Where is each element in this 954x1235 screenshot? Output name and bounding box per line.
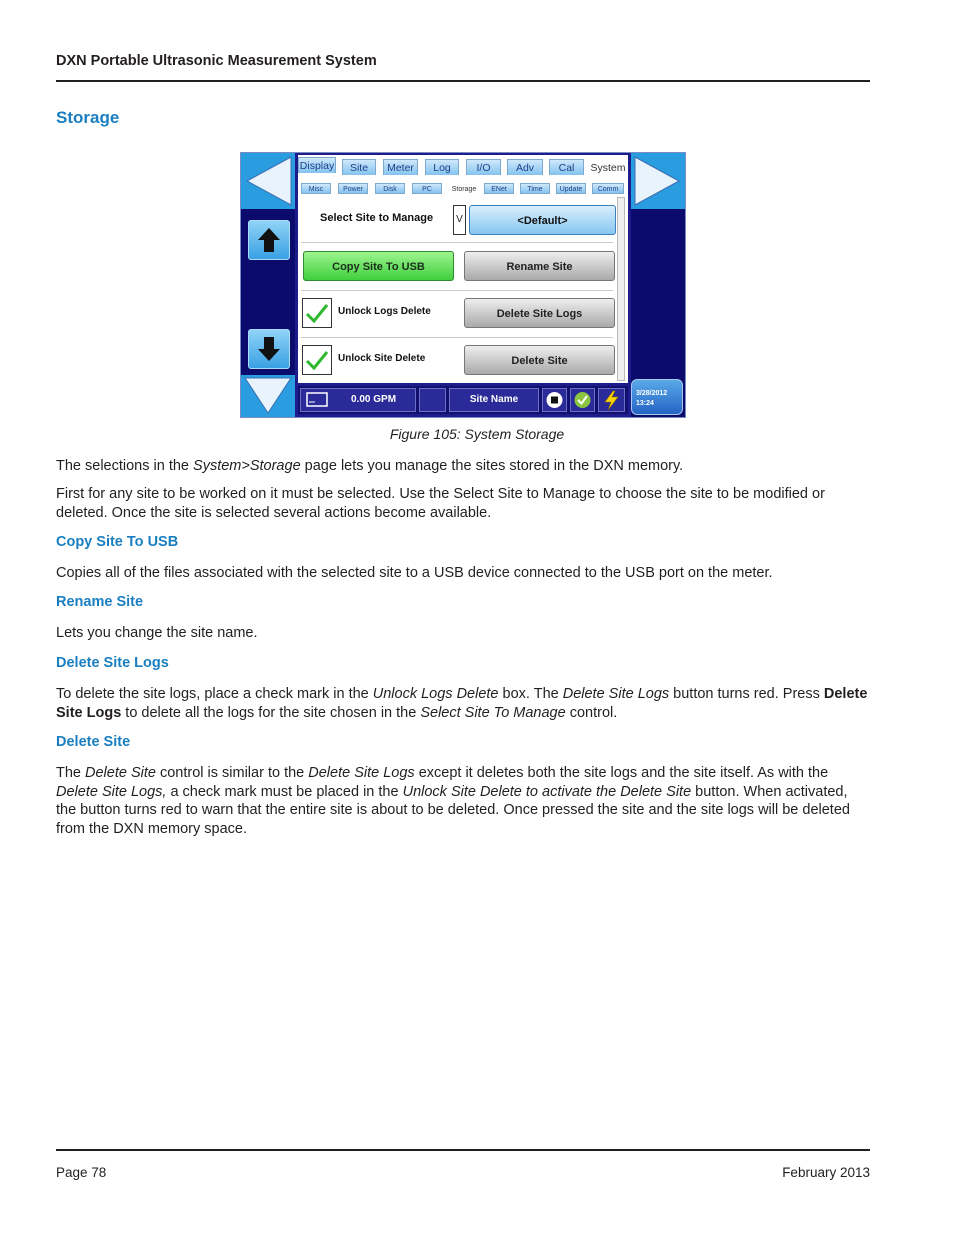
down-scroll-button[interactable] [241, 375, 295, 417]
subtab-comm[interactable]: Comm [592, 183, 624, 194]
system-storage-screen [240, 152, 686, 418]
header-rule [56, 80, 870, 82]
subtab-storage[interactable]: Storage [448, 183, 480, 194]
subtab-update[interactable]: Update [556, 183, 586, 194]
left-sidebar [241, 153, 295, 417]
subtab-time[interactable]: Time [520, 183, 550, 194]
up-arrow-button[interactable] [248, 220, 290, 260]
left-arrow-button[interactable] [241, 153, 295, 209]
subtab-power[interactable]: Power [338, 183, 368, 194]
rename-site-paragraph: Lets you change the site name. [56, 625, 258, 641]
intro-paragraph-2: First for any site to be worked on it must be selected. Use the Select Site to Manage to choose the site to be modified or deleted. Once the site is selected several actions become available. [56, 486, 825, 521]
tab-display[interactable]: Display [298, 157, 336, 173]
flow-value: 0.00 GPM [351, 394, 397, 405]
text-span: box. The [498, 686, 563, 702]
intro-paragraph-1 [56, 457, 870, 476]
text-span: button. When activated, the button turns red to warn that the entire site is about to be deleted. Once pressed the site and the site logs will be deleted from the DXN memory space. [56, 783, 850, 837]
text-span: except it deletes both the site logs and the site itself. As with the [414, 765, 829, 781]
text-span: to delete all the logs for the site chosen in the [121, 704, 421, 721]
right-sidebar [631, 153, 685, 417]
text-span: The selections in the [56, 458, 194, 474]
subtab-disk[interactable]: Disk [375, 183, 405, 194]
delete-site-paragraph [56, 764, 870, 838]
copy-site-to-usb-button[interactable]: Copy Site To USB [303, 251, 454, 281]
status-bar [298, 386, 628, 414]
page-number: Page 78 [56, 1165, 107, 1180]
tab-adv[interactable]: Adv [507, 159, 543, 175]
text-span: a check mark must be placed in the [166, 783, 403, 800]
down-arrow-icon [249, 330, 289, 368]
unlock-site-label: Unlock Site Delete [338, 353, 426, 364]
tab-log[interactable]: Log [425, 159, 459, 175]
unlock-site-checkbox[interactable] [302, 345, 332, 375]
date-text: 3/28/2012 [636, 390, 668, 397]
figure-caption: Figure 105: System Storage [389, 426, 565, 442]
text-span: System>Storage [193, 458, 301, 474]
flow-readout [300, 388, 416, 412]
text-span: control. [565, 704, 618, 721]
delete-site-logs-button[interactable]: Delete Site Logs [464, 298, 615, 328]
battery-icon [305, 390, 331, 410]
status-box [419, 388, 446, 412]
text-span: Delete Site Logs, [56, 783, 167, 800]
checkmark-icon [303, 346, 331, 374]
stop-icon [543, 389, 566, 411]
tab-cal[interactable]: Cal [549, 159, 584, 175]
text-span: page lets you manage the sites stored in the DXN memory. [300, 458, 684, 474]
time-text: 13:24 [636, 400, 654, 407]
down-arrow-button[interactable] [248, 329, 290, 369]
text-span: Unlock Site Delete to activate the Delete Site [402, 783, 692, 800]
divider [301, 242, 613, 243]
divider [301, 290, 613, 291]
copy-site-paragraph: Copies all of the files associated with the selected site to a USB device connected to the USB port on the meter. [56, 565, 773, 581]
subtab-enet[interactable]: ENet [484, 183, 514, 194]
text-span: Delete Site Logs [562, 686, 670, 702]
text-span: Delete Site [85, 765, 156, 781]
storage-panel [298, 155, 628, 383]
text-span: button turns red. Press [669, 686, 824, 702]
up-arrow-icon [249, 221, 289, 259]
checkmark-icon [303, 299, 331, 327]
left-arrow-icon [241, 153, 295, 209]
document-header: DXN Portable Ultrasonic Measurement System [56, 53, 377, 69]
delete-site-logs-paragraph [56, 685, 870, 722]
text-span: To delete the site logs, place a check mark in the [56, 686, 373, 702]
tab-site[interactable]: Site [342, 159, 376, 175]
tab-meter[interactable]: Meter [383, 159, 418, 175]
right-arrow-icon [631, 153, 685, 209]
date-time-display [631, 379, 683, 415]
power-icon [599, 389, 624, 411]
divider [301, 337, 613, 338]
text-span: Unlock Logs Delete [372, 686, 499, 702]
site-select-dropdown[interactable]: <Default> [469, 205, 616, 235]
section-title: Storage [56, 108, 120, 127]
ok-icon [571, 389, 594, 411]
unlock-logs-checkbox[interactable] [302, 298, 332, 328]
right-arrow-button[interactable] [631, 153, 685, 209]
tab-system[interactable]: System [588, 159, 628, 175]
site-dropdown-arrow[interactable]: V [453, 205, 466, 235]
subtab-misc[interactable]: Misc [301, 183, 331, 194]
down-triangle-icon [241, 375, 295, 417]
text-span: The [56, 765, 86, 781]
text-span: Select Site To Manage [420, 704, 566, 721]
delete-site-button[interactable]: Delete Site [464, 345, 615, 375]
footer-date: February 2013 [782, 1165, 870, 1180]
rename-site-button[interactable]: Rename Site [464, 251, 615, 281]
power-status [598, 388, 625, 412]
footer-rule [56, 1149, 870, 1151]
delete-site-logs-heading: Delete Site Logs [56, 655, 169, 671]
select-site-label: Select Site to Manage [320, 212, 434, 224]
delete-site-heading: Delete Site [56, 734, 131, 750]
subtab-pc[interactable]: PC [412, 183, 442, 194]
tab-io[interactable]: I/O [466, 159, 501, 175]
rename-site-heading: Rename Site [56, 594, 144, 610]
text-span: Delete Site Logs [308, 765, 415, 781]
text-span: control is similar to the [155, 765, 309, 781]
ok-status [570, 388, 595, 412]
text-span: Delete Site Logs [56, 686, 868, 721]
site-name-readout: Site Name [449, 388, 539, 412]
scrollbar[interactable] [617, 197, 625, 381]
unlock-logs-label: Unlock Logs Delete [338, 306, 431, 317]
copy-site-heading: Copy Site To USB [56, 534, 179, 550]
stop-button[interactable] [542, 388, 567, 412]
